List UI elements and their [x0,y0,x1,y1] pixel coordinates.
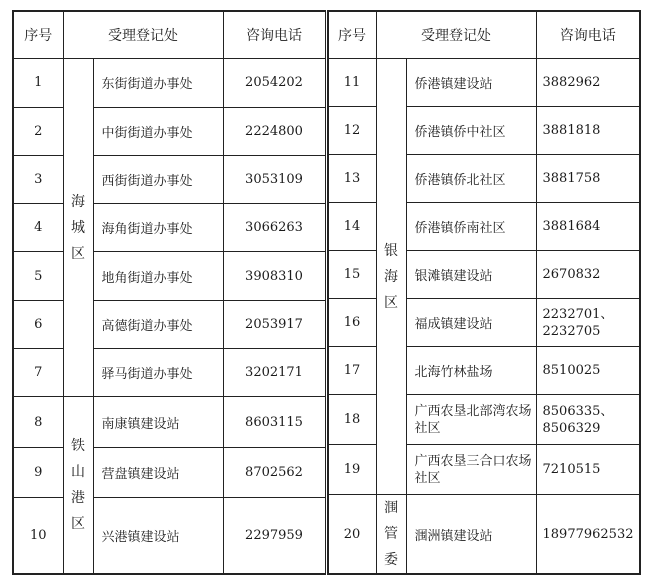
table-row [13,107,326,155]
office-name: 侨港镇侨中社区 [406,107,536,155]
office-phone: 7210515 [536,445,640,495]
header-row [328,11,640,59]
row-no: 10 [13,498,63,575]
district-cell [376,59,406,495]
office-name: 驿马街道办事处 [93,349,223,397]
table-row [328,347,640,395]
header-row [13,11,326,59]
row-no: 15 [328,251,376,299]
table-row [13,397,326,447]
district-name: 海城区 [71,193,85,262]
office-phone: 3882962 [536,59,640,107]
row-no: 13 [328,155,376,203]
right-table [328,10,642,575]
row-no: 12 [328,107,376,155]
district-cell [63,397,93,574]
office-name: 侨港镇建设站 [406,59,536,107]
office-phone: 8603115 [223,397,326,447]
table-row [328,395,640,445]
office-name: 营盘镇建设站 [93,447,223,497]
row-no: 2 [13,107,63,155]
row-no: 19 [328,445,376,495]
office-phone: 3053109 [223,155,326,203]
office-name: 侨港镇侨南社区 [406,203,536,251]
office-phone: 2232701、2232705 [536,299,640,347]
row-no: 9 [13,447,63,497]
district-name: 银海区 [384,242,398,311]
office-phone: 3881818 [536,107,640,155]
district-cell [376,495,406,575]
row-no: 8 [13,397,63,447]
table-row [13,204,326,252]
table-row [328,155,640,203]
office-name: 广西农垦三合口农场社区 [406,445,536,495]
row-no: 5 [13,252,63,300]
header-phone: 咨询电话 [536,11,640,59]
office-phone: 2670832 [536,251,640,299]
table-row [328,107,640,155]
header-no: 序号 [13,11,63,59]
table-row [328,299,640,347]
office-name: 东街街道办事处 [93,59,223,107]
header-no: 序号 [328,11,376,59]
office-phone: 8506335、8506329 [536,395,640,445]
office-phone: 2224800 [223,107,326,155]
header-office: 受理登记处 [376,11,536,59]
table-row [13,155,326,203]
office-phone: 3908310 [223,252,326,300]
table-row [328,203,640,251]
office-name: 南康镇建设站 [93,397,223,447]
office-phone: 3881758 [536,155,640,203]
row-no: 1 [13,59,63,107]
table-row [13,349,326,397]
office-name: 高德街道办事处 [93,300,223,348]
row-no: 17 [328,347,376,395]
office-name: 广西农垦北部湾农场社区 [406,395,536,445]
left-table [12,10,328,575]
row-no: 18 [328,395,376,445]
table-row [328,251,640,299]
table-row [13,252,326,300]
header-phone: 咨询电话 [223,11,326,59]
office-name: 侨港镇侨北社区 [406,155,536,203]
registry-sheet [12,10,641,575]
row-no: 14 [328,203,376,251]
office-phone: 3202171 [223,349,326,397]
office-phone: 3881684 [536,203,640,251]
office-name: 海角街道办事处 [93,204,223,252]
row-no: 3 [13,155,63,203]
office-name: 中街街道办事处 [93,107,223,155]
table-row [13,447,326,497]
office-phone: 8510025 [536,347,640,395]
office-name: 涠洲镇建设站 [406,495,536,575]
office-phone: 2054202 [223,59,326,107]
row-no: 20 [328,495,376,575]
row-no: 7 [13,349,63,397]
table-row [13,300,326,348]
row-no: 11 [328,59,376,107]
office-name: 兴港镇建设站 [93,498,223,575]
table-row [13,59,326,107]
table-row [328,59,640,107]
office-name: 西街街道办事处 [93,155,223,203]
row-no: 6 [13,300,63,348]
row-no: 4 [13,204,63,252]
district-name: 铁山港区 [71,438,85,533]
office-name: 地角街道办事处 [93,252,223,300]
office-phone: 2053917 [223,300,326,348]
table-row [328,445,640,495]
header-office: 受理登记处 [63,11,223,59]
office-phone: 3066263 [223,204,326,252]
office-name: 北海竹林盐场 [406,347,536,395]
district-name: 涠管委 [384,500,398,568]
table-row [13,498,326,575]
office-name: 银滩镇建设站 [406,251,536,299]
office-name: 福成镇建设站 [406,299,536,347]
table-row [328,495,640,575]
office-phone: 2297959 [223,498,326,575]
district-cell [63,59,93,397]
office-phone: 8702562 [223,447,326,497]
office-phone: 18977962532 [536,495,640,575]
row-no: 16 [328,299,376,347]
